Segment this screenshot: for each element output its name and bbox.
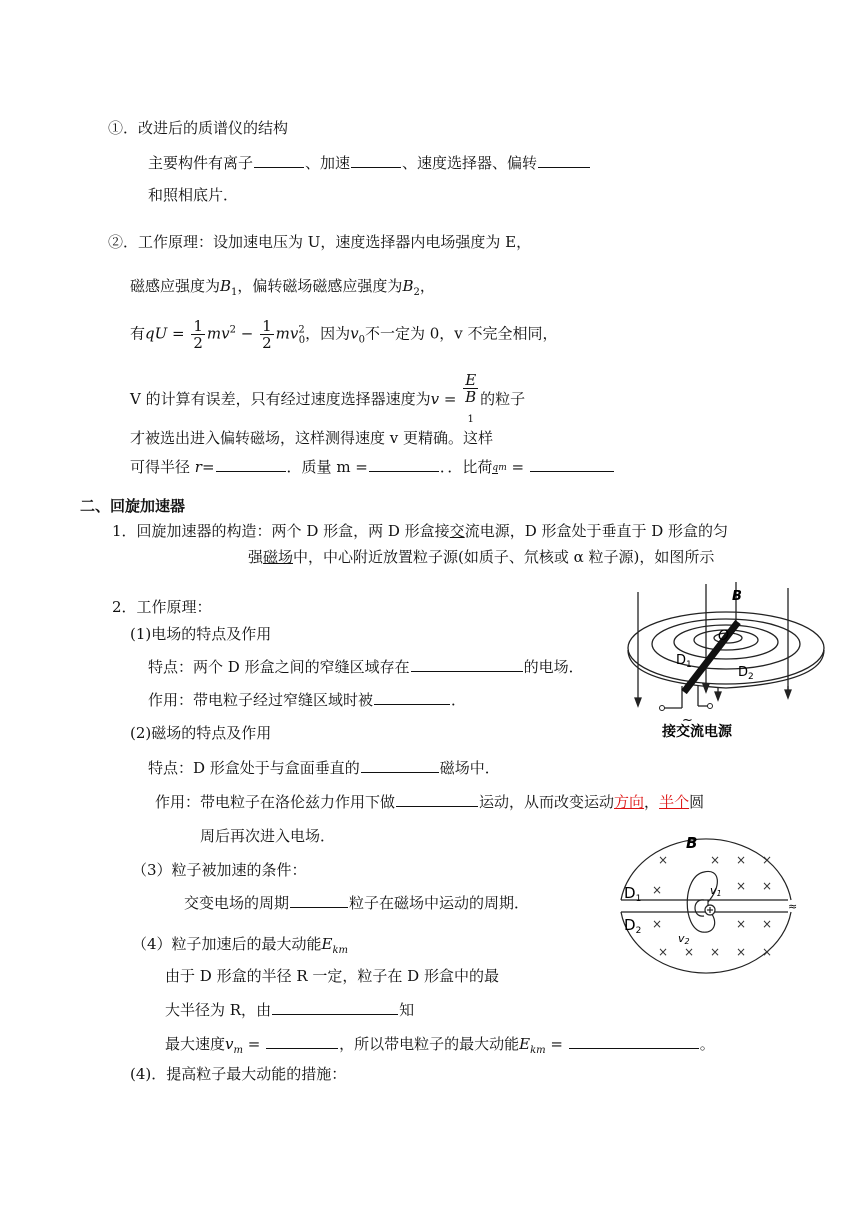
magnetic-field-heading: (2)磁场的特点及作用: [130, 724, 272, 742]
fig2-v1-label: v1: [710, 884, 722, 898]
svg-text:×: ×: [762, 917, 773, 931]
equation-velocity: V 的计算有误差，只有经过速度选择器速度为v = E B $_1$ 的粒子: [130, 371, 526, 425]
condition-heading: （3）粒子被加速的条件：: [132, 861, 307, 879]
principle-line-1: 磁感应强度为$B_1$，偏转磁场磁感应强度为$B_2$，: [130, 277, 435, 298]
fig2-v2-label: v2: [678, 932, 690, 946]
principle-line-5: 可得半径 r= ．质量 m = ．．比荷qm =: [130, 457, 615, 477]
svg-text:×: ×: [736, 917, 747, 931]
svg-text:×: ×: [658, 853, 669, 867]
equation-energy: 有qU = $\frac{1}{2}$ $mv^2$ − $\frac{1}{2}$ $mv^2_0$，因为$v_0$不一定为 0，v 不完全相同，: [130, 317, 558, 352]
blank-max-energy[interactable]: [569, 1034, 699, 1049]
svg-text:×: ×: [684, 945, 695, 959]
section-heading-cyclotron: 二、回旋加速器: [80, 497, 186, 515]
fig2-B-label: B: [686, 834, 698, 852]
blank-accelerated[interactable]: [374, 690, 450, 705]
svg-text:×: ×: [652, 883, 663, 897]
principle-line-4: 才被选出进入偏转磁场，这样测得速度 v 更精确。这样: [130, 429, 494, 447]
fig2-D1-label: $D_1$: [624, 884, 642, 904]
section-2-title: ②．工作原理：设加速电压为 U，速度选择器内电场强度为 E，: [108, 233, 532, 251]
svg-text:×: ×: [736, 879, 747, 893]
max-energy-line-2: 大半径为 R，由 知: [165, 1001, 415, 1019]
svg-text:×: ×: [762, 879, 773, 893]
fig1-O-label: O: [718, 628, 730, 644]
blank-accelerate[interactable]: [351, 153, 401, 168]
max-energy-line-1: 由于 D 形盒的半径 R 一定，粒子在 D 形盒中的最: [165, 967, 499, 985]
svg-text:×: ×: [762, 945, 773, 959]
section-1-title: ①．改进后的质谱仪的结构: [108, 119, 289, 137]
blank-field-type[interactable]: [411, 657, 523, 672]
improvement-heading: (4)．提高粒子最大动能的措施：: [130, 1065, 347, 1083]
blank-uniform[interactable]: [361, 758, 439, 773]
blank-max-speed[interactable]: [266, 1034, 338, 1049]
blank-period-relation[interactable]: [290, 893, 348, 908]
electric-field-heading: (1)电场的特点及作用: [130, 625, 272, 643]
max-energy-line-3: 最大速度$v_m$ = ，所以带电粒子的最大动能$E_{km}$ = 。: [165, 1035, 715, 1056]
blank-deflect[interactable]: [538, 153, 590, 168]
construction-line-1: 1．回旋加速器的构造：两个 D 形盒，两 D 形盒接交流电源，D 形盒处于垂直于 D 形盒的匀: [112, 522, 729, 540]
fig2-D2-label: $D_2$: [624, 916, 642, 936]
blank-charge-mass[interactable]: [530, 457, 614, 472]
svg-text:×: ×: [658, 945, 669, 959]
electric-field-feature: 特点：两个 D 形盒之间的窄缝区域存在 的电场．: [148, 658, 584, 676]
magnetic-field-effect: 作用：带电粒子在洛伦兹力作用下做 运动，从而改变运动方向，半个圆: [155, 793, 705, 811]
svg-text:×: ×: [762, 853, 773, 867]
svg-text:×: ×: [710, 853, 721, 867]
fig1-D2-label: $D_2$: [738, 665, 754, 682]
structure-line-2: 和照相底片．: [148, 186, 239, 204]
structure-line: 主要构件有离子 、加速 、速度选择器、偏转: [148, 153, 591, 173]
blank-motion-type[interactable]: [396, 792, 478, 807]
blank-ion-source[interactable]: [254, 153, 304, 168]
cyclotron-top-view: [612, 828, 798, 978]
condition-line: 交变电场的周期 粒子在磁场中运动的周期．: [184, 894, 530, 912]
fig2-ac-symbol: ≈: [788, 900, 798, 913]
fig1-caption: 接交流电源: [662, 724, 732, 740]
fig1-B-label: B: [732, 589, 742, 604]
blank-radius-formula[interactable]: [272, 1000, 398, 1015]
svg-text:×: ×: [736, 853, 747, 867]
cyclotron-figure: [618, 582, 833, 742]
max-energy-heading: （4）粒子加速后的最大动能$E_{km}$: [132, 935, 349, 956]
magnetic-field-feature: 特点：D 形盒处于与盒面垂直的 磁场中．: [148, 759, 500, 777]
blank-radius[interactable]: [216, 457, 286, 472]
blank-mass[interactable]: [369, 457, 439, 472]
svg-text:×: ×: [652, 917, 663, 931]
svg-text:×: ×: [710, 945, 721, 959]
magnetic-field-effect-2: 周后再次进入电场．: [200, 827, 336, 845]
principle-heading: 2．工作原理：: [112, 598, 212, 616]
svg-text:×: ×: [736, 945, 747, 959]
electric-field-effect: 作用：带电粒子经过窄缝区域时被 ．: [148, 691, 467, 709]
fig1-ac-symbol: ~: [682, 713, 693, 728]
construction-line-2: 强磁场中，中心附近放置粒子源(如质子、氘核或 α 粒子源)，如图所示: [248, 548, 715, 566]
fig1-D1-label: $D_1$: [676, 653, 692, 670]
